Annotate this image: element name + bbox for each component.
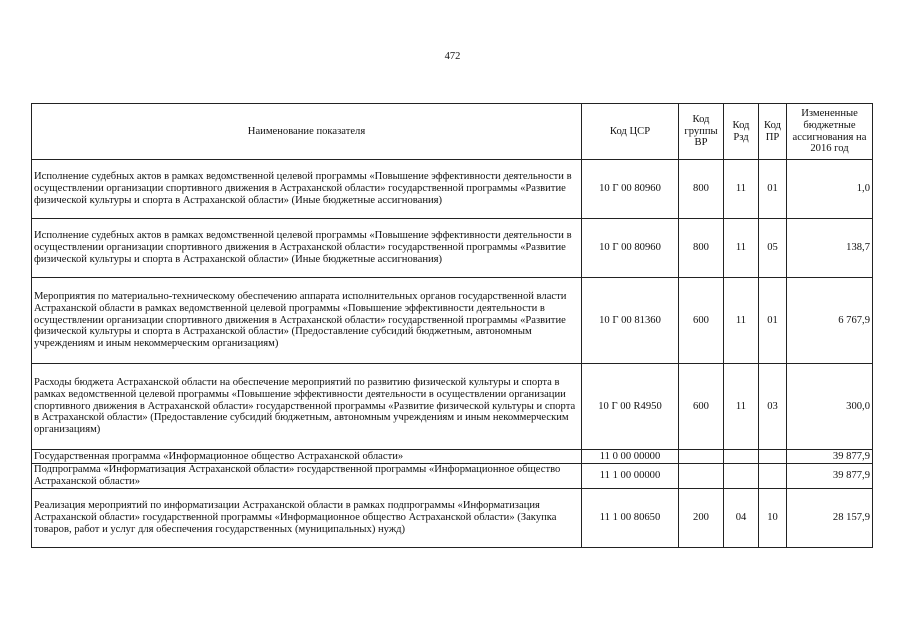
row-vr (679, 450, 724, 464)
table-row (32, 489, 873, 548)
row-name: Государственная программа «Информационное общество Астраханской области» (32, 450, 582, 464)
row-name: Мероприятия по материально-техническому обеспечению аппарата исполнительных органов государственной власти Астраханской области в рамках ведомственной целевой программы «Повышение эффективности деятельности в осуществлении организации спортивного движения в Астраханской области» государственной программы «Развитие физической культуры и спорта в Астраханской области» (Предоставление субсидий бюджетным, автономным учреждениям и иным некоммерческим организациям) (32, 278, 582, 364)
row-csr: 11 0 00 00000 (582, 450, 679, 464)
row-pr (759, 464, 787, 489)
header-amount: Измененные бюджетные ассигнования на 2016 год (787, 104, 873, 160)
row-amount: 300,0 (787, 364, 873, 450)
header-vr: Код группы ВР (679, 104, 724, 160)
row-name: Исполнение судебных актов в рамках ведомственной целевой программы «Повышение эффективности деятельности в осуществлении организации спортивного движения в Астраханской области» государственной программы «Развитие физической культуры и спорта в Астраханской области» (Иные бюджетные ассигнования) (32, 160, 582, 219)
row-amount: 39 877,9 (787, 464, 873, 489)
table-row (32, 160, 873, 219)
row-pr: 01 (759, 278, 787, 364)
header-row (32, 104, 873, 160)
row-csr: 10 Г 00 80960 (582, 160, 679, 219)
row-rzd: 11 (724, 219, 759, 278)
row-pr: 03 (759, 364, 787, 450)
row-rzd: 11 (724, 278, 759, 364)
row-name: Реализация мероприятий по информатизации Астраханской области в рамках подпрограммы «Информатизация Астраханской области» государственной программы «Информационное общество Астраханской области» (Закупка товаров, работ и услуг для обеспечения государственных (муниципальных) нужд) (32, 489, 582, 548)
table-row (32, 464, 873, 489)
row-amount: 1,0 (787, 160, 873, 219)
row-pr: 01 (759, 160, 787, 219)
header-csr: Код ЦСР (582, 104, 679, 160)
table-row (32, 364, 873, 450)
row-amount: 28 157,9 (787, 489, 873, 548)
table-row (32, 450, 873, 464)
row-vr (679, 464, 724, 489)
row-csr: 10 Г 00 80960 (582, 219, 679, 278)
row-vr: 200 (679, 489, 724, 548)
row-rzd: 11 (724, 160, 759, 219)
header-rzd: Код Рзд (724, 104, 759, 160)
row-rzd: 04 (724, 489, 759, 548)
table-row (32, 278, 873, 364)
row-rzd (724, 464, 759, 489)
row-pr: 05 (759, 219, 787, 278)
row-csr: 11 1 00 80650 (582, 489, 679, 548)
row-rzd (724, 450, 759, 464)
row-rzd: 11 (724, 364, 759, 450)
page-number: 472 (444, 51, 461, 62)
row-pr (759, 450, 787, 464)
row-name: Подпрограмма «Информатизация Астраханской области» государственной программы «Информационное общество Астраханской области» (32, 464, 582, 489)
table-row (32, 219, 873, 278)
row-name: Исполнение судебных актов в рамках ведомственной целевой программы «Повышение эффективности деятельности в осуществлении организации спортивного движения в Астраханской области» государственной программы «Развитие физической культуры и спорта в Астраханской области» (Иные бюджетные ассигнования) (32, 219, 582, 278)
row-pr: 10 (759, 489, 787, 548)
row-vr: 800 (679, 219, 724, 278)
row-csr: 11 1 00 00000 (582, 464, 679, 489)
row-vr: 800 (679, 160, 724, 219)
row-amount: 39 877,9 (787, 450, 873, 464)
row-vr: 600 (679, 278, 724, 364)
budget-allocations-table (31, 103, 873, 548)
row-amount: 138,7 (787, 219, 873, 278)
row-csr: 10 Г 00 81360 (582, 278, 679, 364)
row-name: Расходы бюджета Астраханской области на обеспечение мероприятий по развитию физической культуры и спорта в рамках ведомственной целевой программы «Повышение эффективности деятельности в осуществлении организации спортивного движения в Астраханской области» государственной программы «Развитие физической культуры и спорта в Астраханской области» (Предоставление субсидий бюджетным, автономным учреждениям и иным некоммерческим организациям) (32, 364, 582, 450)
header-pr: Код ПР (759, 104, 787, 160)
row-amount: 6 767,9 (787, 278, 873, 364)
header-name: Наименование показателя (32, 104, 582, 160)
row-vr: 600 (679, 364, 724, 450)
row-csr: 10 Г 00 R4950 (582, 364, 679, 450)
